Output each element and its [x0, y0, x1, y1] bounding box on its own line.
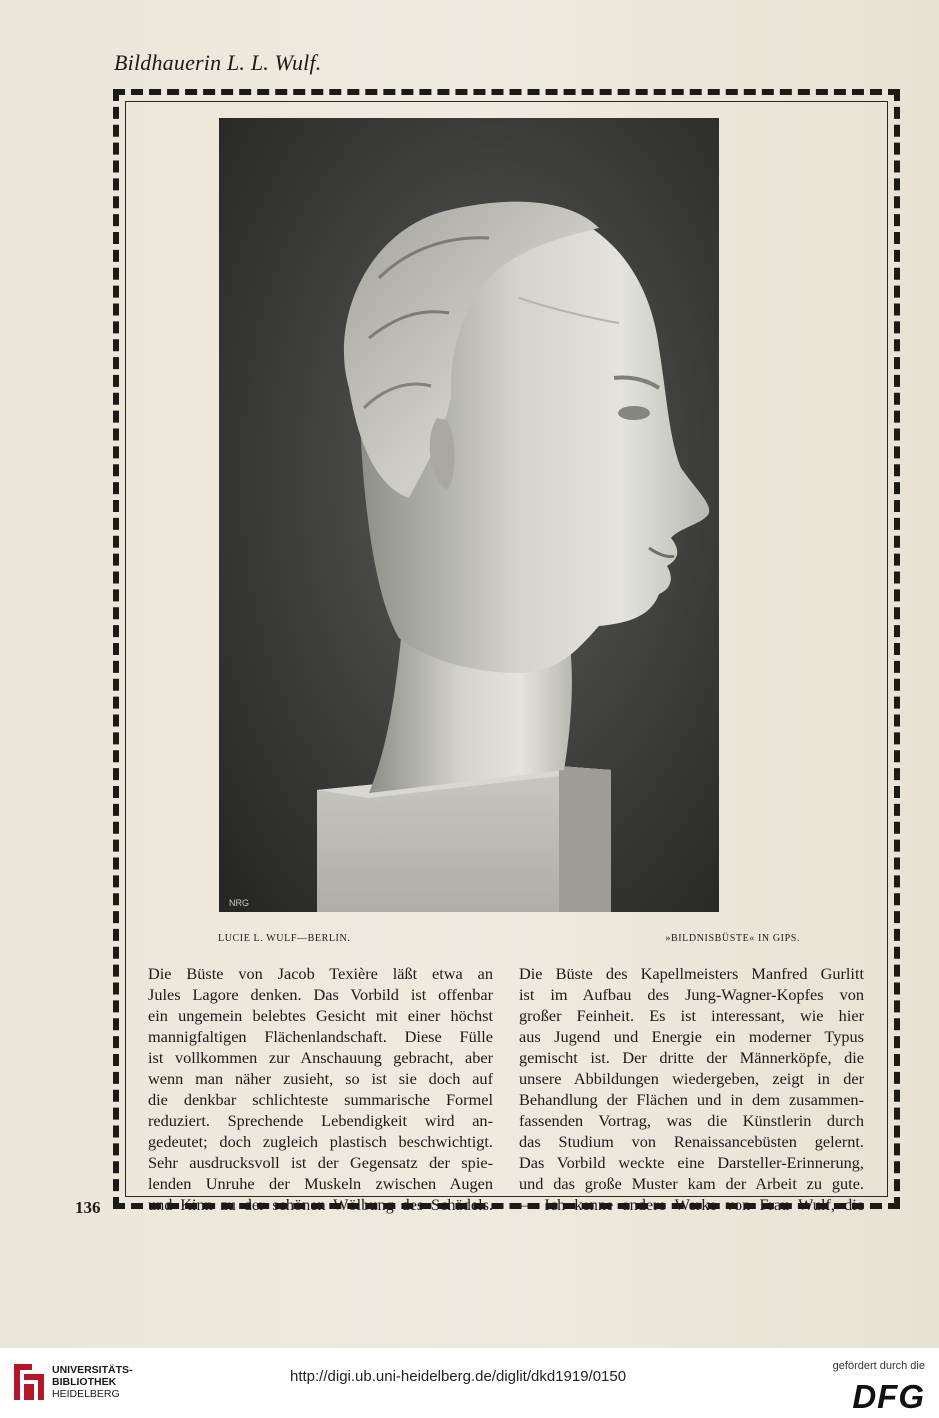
text-column-left [148, 963, 493, 1215]
text-line: und Kinn zu der schönen Wölbung des Schädels. [148, 1195, 493, 1214]
text-line: die denkbar schlichteste summarische Formel [148, 1090, 493, 1109]
caption-artist: LUCIE L. WULF—BERLIN. [218, 933, 351, 944]
text-line: Das Vorbild weckte eine Darsteller-Erinnerung, [519, 1153, 864, 1172]
bust-illustration [219, 118, 719, 912]
bust-photograph [219, 118, 719, 912]
eye [618, 406, 650, 420]
page-number: 136 [75, 1198, 101, 1217]
dfg-logo: DFG [852, 1378, 925, 1415]
text-line: Die Büste von Jacob Texière läßt etwa an [148, 964, 493, 983]
text-line: ein ungemein belebtes Gesicht mit einer höchst [148, 1006, 493, 1025]
university-library-logo-icon [12, 1362, 46, 1402]
text-line: unsere Abbildungen wiedergeben, zeigt in der [519, 1069, 864, 1088]
plate-mark: NRG [229, 898, 249, 908]
text-line: gemischt ist. Der dritte der Männerköpfe, die [519, 1048, 864, 1067]
text-line: mannigfaltigen Flächenlandschaft. Diese Fülle [148, 1027, 493, 1046]
text-line: und das große Muster kam der Arbeit zu gute. [519, 1174, 864, 1193]
caption-title: »BILDNISBÜSTE« IN GIPS. [665, 933, 800, 944]
text-column-right [519, 963, 864, 1215]
library-name-line: BIBLIOTHEK [52, 1376, 117, 1388]
text-line: ist vollkommen zur Anschauung gebracht, aber [148, 1048, 493, 1067]
text-line: reduziert. Sprechende Lebendigkeit wird an- [148, 1111, 493, 1130]
text-line: das Studium von Renaissancebüsten gelernt. [519, 1132, 864, 1151]
text-line: aus Jugend und Energie ein moderner Typus [519, 1027, 864, 1046]
text-line: ist im Aufbau des Jung-Wagner-Kopfes von [519, 985, 864, 1004]
text-line: gedeutet; doch zugleich plastisch beschwichtigt. [148, 1132, 493, 1151]
text-line: großer Feinheit. Es ist interessant, wie hier [519, 1006, 864, 1025]
text-line: Die Büste des Kapellmeisters Manfred Gurlitt [519, 964, 864, 983]
text-line: fassenden Vortrag, was die Künstlerin durch [519, 1111, 864, 1130]
funded-by-label: gefördert durch die [832, 1360, 925, 1372]
text-line: wenn man näher zusieht, so ist sie doch auf [148, 1069, 493, 1088]
text-line: Behandlung der Flächen und in dem zusammen- [519, 1090, 864, 1109]
text-line: Jules Lagore denken. Das Vorbild ist offenbar [148, 985, 493, 1004]
library-name [52, 1364, 133, 1400]
text-line: Sehr ausdrucksvoll ist der Gegensatz der spie- [148, 1153, 493, 1172]
running-title: Bildhauerin L. L. Wulf. [114, 50, 322, 75]
library-name-line: HEIDELBERG [52, 1388, 120, 1400]
text-line: lenden Unruhe der Muskeln zwischen Augen [148, 1174, 493, 1193]
text-line: — Ich kenne andere Werke von Frau Wulf, die [519, 1195, 864, 1214]
library-name-line: UNIVERSITÄTS- [52, 1364, 133, 1376]
permalink-url[interactable]: http://digi.ub.uni-heidelberg.de/diglit/dkd1919/0150 [290, 1368, 627, 1385]
digitization-footer [0, 1348, 939, 1418]
